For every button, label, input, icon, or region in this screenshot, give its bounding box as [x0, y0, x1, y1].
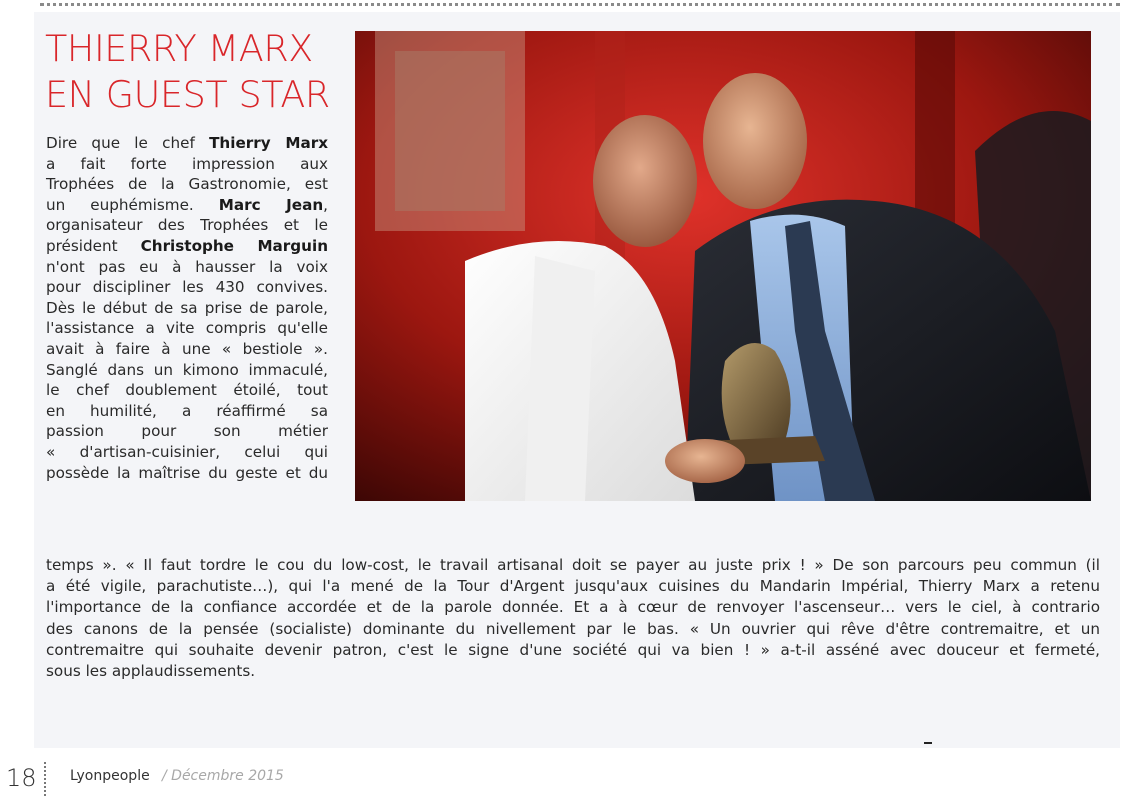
bold-name: Marc Jean [218, 195, 324, 214]
column-line: Dès le début de sa prise de parole, [46, 298, 328, 317]
top-dotted-rule [40, 3, 1120, 6]
article-column-text [46, 133, 328, 483]
title-line-1: THIERRY MARX [45, 27, 313, 70]
column-line: le chef doublement étoilé, tout [46, 381, 328, 400]
footer-dotted-separator [44, 762, 46, 796]
issue-date: / Décembre 2015 [162, 768, 284, 784]
column-line: en humilité, a réaffirmé sa [46, 401, 328, 420]
column-line: l'assistance a vite compris qu'elle [46, 319, 328, 338]
bold-name: Thierry Marx [209, 134, 328, 152]
magazine-name: Lyonpeople [70, 768, 150, 784]
column-line: « d'artisan-cuisinier, celui qui [46, 442, 328, 461]
page-number: 18 [6, 764, 37, 792]
article-wide-text [46, 555, 1100, 682]
body-line: l'importance de la confiance accordée et de la parole donnée. Et a à cœur de renvoyer l'ascenseur… vers le ciel, à contrario [46, 598, 1100, 617]
column-line: n'ont pas eu à hausser la voix [46, 257, 328, 276]
article-title [45, 26, 330, 118]
column-line: pour discipliner les 430 convives. [46, 278, 328, 297]
column-line: un euphémisme. Marc Jean, [46, 195, 328, 214]
decorative-tick [924, 742, 932, 744]
column-line: Dire que le chef Thierry Marx [46, 134, 328, 152]
column-line: avait à faire à une « bestiole ». [46, 339, 328, 358]
bold-name: Christophe Marguin [140, 236, 329, 255]
body-line: a été vigile, parachutiste…), qui l'a mené de la Tour d'Argent jusqu'aux cuisines du Mandarin Impérial, Thierry Marx a retenu [46, 577, 1100, 596]
column-line: a fait forte impression aux [46, 154, 328, 173]
page-footer [0, 760, 1126, 796]
column-line: organisateur des Trophées et le [46, 216, 328, 235]
column-line: Sanglé dans un kimono immaculé, [46, 360, 328, 379]
body-line: sous les applaudissements. [46, 661, 256, 680]
column-line: possède la maîtrise du geste et du [46, 463, 328, 482]
body-line: des canons de la pensée (socialiste) dominante du nivellement par le bas. « Un ouvrier qui rêve d'être contremaitre, et un [46, 619, 1100, 638]
title-line-2: EN GUEST STAR [45, 73, 330, 116]
column-line: Trophées de la Gastronomie, est [46, 175, 328, 194]
body-line: contremaitre qui souhaite devenir patron, c'est le signe d'une société qui va bien ! » a-t-il asséné avec douceur et fermeté, [46, 640, 1100, 659]
body-line: temps ». « Il faut tordre le cou du low-cost, le travail artisanal doit se payer au juste prix ! » De son parcours peu commun (il [46, 556, 1100, 574]
event-photo [355, 31, 1091, 501]
column-line: président Christophe Marguin [46, 236, 329, 255]
column-line: passion pour son métier [46, 422, 328, 441]
